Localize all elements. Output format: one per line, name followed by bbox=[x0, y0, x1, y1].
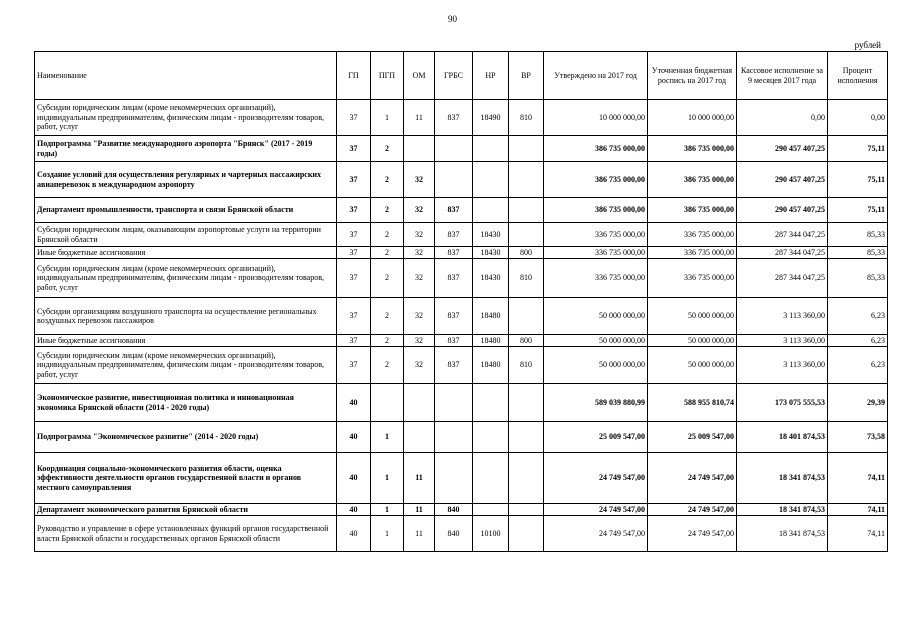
cell-om: 11 bbox=[404, 453, 435, 504]
table-row bbox=[35, 247, 888, 259]
cell-name: Экономическое развитие, инвестиционная политика и инновационная экономика Брянской области (2014 - 2020 годы) bbox=[35, 384, 337, 422]
table-row bbox=[35, 422, 888, 453]
cell-refined: 24 749 547,00 bbox=[648, 516, 737, 552]
cell-gp: 37 bbox=[337, 100, 371, 136]
cell-grbs: 837 bbox=[435, 347, 473, 384]
cell-percent: 29,39 bbox=[828, 384, 888, 422]
cell-nr: 10100 bbox=[473, 516, 509, 552]
cell-refined: 336 735 000,00 bbox=[648, 223, 737, 247]
cell-gp: 37 bbox=[337, 259, 371, 298]
cell-om: 11 bbox=[404, 100, 435, 136]
table-row bbox=[35, 335, 888, 347]
cell-pgp: 2 bbox=[371, 335, 404, 347]
cell-grbs bbox=[435, 453, 473, 504]
cell-grbs bbox=[435, 422, 473, 453]
cell-percent: 75,11 bbox=[828, 162, 888, 198]
cell-approved: 50 000 000,00 bbox=[544, 298, 648, 335]
cell-vr bbox=[509, 504, 544, 516]
cell-approved: 589 039 880,99 bbox=[544, 384, 648, 422]
table-row bbox=[35, 136, 888, 162]
header-refined: Уточненная бюджетная роспись на 2017 год bbox=[648, 52, 737, 100]
cell-approved: 24 749 547,00 bbox=[544, 504, 648, 516]
cell-gp: 40 bbox=[337, 422, 371, 453]
table-row bbox=[35, 198, 888, 223]
cell-name: Руководство и управление в сфере установленных функций органов государственной власти Брянской области и государственных органов Брянской области bbox=[35, 516, 337, 552]
table-row bbox=[35, 100, 888, 136]
cell-nr bbox=[473, 384, 509, 422]
cell-percent: 75,11 bbox=[828, 136, 888, 162]
cell-refined: 336 735 000,00 bbox=[648, 247, 737, 259]
cell-name: Иные бюджетные ассигнования bbox=[35, 247, 337, 259]
cell-approved: 336 735 000,00 bbox=[544, 223, 648, 247]
cell-nr bbox=[473, 504, 509, 516]
cell-name: Субсидии юридическим лицам (кроме некоммерческих организаций), индивидуальным предпринимателям, физическим лицам - производителям товаров, работ, услуг bbox=[35, 259, 337, 298]
cell-vr: 810 bbox=[509, 347, 544, 384]
cell-approved: 24 749 547,00 bbox=[544, 453, 648, 504]
cell-approved: 50 000 000,00 bbox=[544, 347, 648, 384]
cell-pgp bbox=[371, 384, 404, 422]
cell-vr bbox=[509, 298, 544, 335]
cell-cash: 290 457 407,25 bbox=[737, 136, 828, 162]
cell-om: 11 bbox=[404, 504, 435, 516]
cell-refined: 50 000 000,00 bbox=[648, 347, 737, 384]
cell-vr: 810 bbox=[509, 259, 544, 298]
cell-refined: 50 000 000,00 bbox=[648, 298, 737, 335]
cell-pgp: 1 bbox=[371, 422, 404, 453]
cell-refined: 386 735 000,00 bbox=[648, 162, 737, 198]
cell-gp: 37 bbox=[337, 298, 371, 335]
cell-approved: 24 749 547,00 bbox=[544, 516, 648, 552]
cell-vr bbox=[509, 136, 544, 162]
table-row bbox=[35, 259, 888, 298]
cell-percent: 6,23 bbox=[828, 335, 888, 347]
cell-grbs: 837 bbox=[435, 100, 473, 136]
cell-grbs: 837 bbox=[435, 223, 473, 247]
cell-gp: 37 bbox=[337, 136, 371, 162]
cell-refined: 386 735 000,00 bbox=[648, 136, 737, 162]
cell-cash: 290 457 407,25 bbox=[737, 198, 828, 223]
cell-pgp: 2 bbox=[371, 136, 404, 162]
cell-om: 32 bbox=[404, 223, 435, 247]
cell-approved: 336 735 000,00 bbox=[544, 259, 648, 298]
cell-grbs: 840 bbox=[435, 516, 473, 552]
table-row bbox=[35, 516, 888, 552]
cell-pgp: 1 bbox=[371, 516, 404, 552]
cell-pgp: 2 bbox=[371, 298, 404, 335]
cell-name: Подпрограмма "Развитие международного аэропорта "Брянск" (2017 - 2019 годы) bbox=[35, 136, 337, 162]
cell-vr bbox=[509, 384, 544, 422]
cell-cash: 18 341 874,53 bbox=[737, 453, 828, 504]
cell-refined: 10 000 000,00 bbox=[648, 100, 737, 136]
cell-name: Координация социально-экономического развития области, оценка эффективности деятельности органов государственной власти и органов местного самоуправления bbox=[35, 453, 337, 504]
cell-cash: 18 401 874,53 bbox=[737, 422, 828, 453]
cell-om bbox=[404, 422, 435, 453]
page-number: 90 bbox=[448, 14, 457, 24]
cell-name: Субсидии юридическим лицам, оказывающим аэропортовые услуги на территории Брянской области bbox=[35, 223, 337, 247]
cell-gp: 37 bbox=[337, 223, 371, 247]
cell-percent: 74,11 bbox=[828, 453, 888, 504]
cell-name: Подпрограмма "Экономическое развитие" (2014 - 2020 годы) bbox=[35, 422, 337, 453]
cell-gp: 40 bbox=[337, 384, 371, 422]
cell-pgp: 1 bbox=[371, 504, 404, 516]
cell-om: 11 bbox=[404, 516, 435, 552]
cell-nr: 18430 bbox=[473, 223, 509, 247]
cell-gp: 37 bbox=[337, 247, 371, 259]
cell-name: Иные бюджетные ассигнования bbox=[35, 335, 337, 347]
cell-approved: 10 000 000,00 bbox=[544, 100, 648, 136]
cell-pgp: 2 bbox=[371, 162, 404, 198]
cell-om: 32 bbox=[404, 298, 435, 335]
header-row bbox=[35, 52, 888, 100]
cell-refined: 588 955 810,74 bbox=[648, 384, 737, 422]
header-approved: Утверждено на 2017 год bbox=[544, 52, 648, 100]
cell-percent: 75,11 bbox=[828, 198, 888, 223]
cell-cash: 287 344 047,25 bbox=[737, 247, 828, 259]
table-row bbox=[35, 453, 888, 504]
cell-pgp: 2 bbox=[371, 347, 404, 384]
cell-nr bbox=[473, 453, 509, 504]
table-row bbox=[35, 298, 888, 335]
cell-nr bbox=[473, 136, 509, 162]
table-row bbox=[35, 347, 888, 384]
cell-grbs: 837 bbox=[435, 335, 473, 347]
cell-percent: 0,00 bbox=[828, 100, 888, 136]
cell-gp: 37 bbox=[337, 198, 371, 223]
cell-cash: 287 344 047,25 bbox=[737, 223, 828, 247]
cell-approved: 336 735 000,00 bbox=[544, 247, 648, 259]
cell-pgp: 2 bbox=[371, 198, 404, 223]
cell-nr bbox=[473, 162, 509, 198]
cell-vr bbox=[509, 422, 544, 453]
cell-refined: 24 749 547,00 bbox=[648, 504, 737, 516]
table-body bbox=[35, 100, 888, 552]
cell-percent: 6,23 bbox=[828, 298, 888, 335]
cell-approved: 386 735 000,00 bbox=[544, 136, 648, 162]
cell-approved: 386 735 000,00 bbox=[544, 198, 648, 223]
cell-name: Создание условий для осуществления регулярных и чартерных пассажирских авиаперевозок в международном аэропорту bbox=[35, 162, 337, 198]
cell-cash: 18 341 874,53 bbox=[737, 504, 828, 516]
cell-vr bbox=[509, 198, 544, 223]
budget-table bbox=[34, 51, 888, 552]
cell-cash: 290 457 407,25 bbox=[737, 162, 828, 198]
table-row bbox=[35, 223, 888, 247]
cell-om bbox=[404, 136, 435, 162]
cell-name: Департамент промышленности, транспорта и связи Брянской области bbox=[35, 198, 337, 223]
cell-refined: 25 009 547,00 bbox=[648, 422, 737, 453]
header-name: Наименование bbox=[35, 52, 337, 100]
table-row bbox=[35, 162, 888, 198]
header-gp: ГП bbox=[337, 52, 371, 100]
cell-pgp: 2 bbox=[371, 223, 404, 247]
table-row bbox=[35, 504, 888, 516]
cell-approved: 386 735 000,00 bbox=[544, 162, 648, 198]
table-row bbox=[35, 384, 888, 422]
cell-vr: 800 bbox=[509, 335, 544, 347]
cell-vr bbox=[509, 516, 544, 552]
cell-refined: 24 749 547,00 bbox=[648, 453, 737, 504]
cell-grbs: 837 bbox=[435, 298, 473, 335]
cell-pgp: 1 bbox=[371, 100, 404, 136]
cell-nr: 18430 bbox=[473, 259, 509, 298]
cell-approved: 25 009 547,00 bbox=[544, 422, 648, 453]
cell-cash: 3 113 360,00 bbox=[737, 298, 828, 335]
cell-gp: 40 bbox=[337, 516, 371, 552]
cell-vr bbox=[509, 223, 544, 247]
cell-percent: 74,11 bbox=[828, 516, 888, 552]
cell-percent: 74,11 bbox=[828, 504, 888, 516]
header-percent: Процент исполнения bbox=[828, 52, 888, 100]
cell-gp: 40 bbox=[337, 504, 371, 516]
cell-om: 32 bbox=[404, 162, 435, 198]
cell-cash: 173 075 555,53 bbox=[737, 384, 828, 422]
cell-nr: 18480 bbox=[473, 335, 509, 347]
cell-vr bbox=[509, 453, 544, 504]
cell-grbs: 840 bbox=[435, 504, 473, 516]
cell-grbs bbox=[435, 162, 473, 198]
cell-grbs: 837 bbox=[435, 247, 473, 259]
cell-grbs bbox=[435, 136, 473, 162]
cell-percent: 85,33 bbox=[828, 259, 888, 298]
cell-approved: 50 000 000,00 bbox=[544, 335, 648, 347]
cell-vr: 800 bbox=[509, 247, 544, 259]
header-cash: Кассовое исполнение за 9 месяцев 2017 года bbox=[737, 52, 828, 100]
cell-nr bbox=[473, 198, 509, 223]
header-pgp: ПГП bbox=[371, 52, 404, 100]
cell-om: 32 bbox=[404, 247, 435, 259]
cell-name: Департамент экономического развития Брянской области bbox=[35, 504, 337, 516]
cell-nr: 18490 bbox=[473, 100, 509, 136]
header-om: ОМ bbox=[404, 52, 435, 100]
header-nr: НР bbox=[473, 52, 509, 100]
cell-grbs: 837 bbox=[435, 259, 473, 298]
cell-om: 32 bbox=[404, 198, 435, 223]
cell-vr bbox=[509, 162, 544, 198]
cell-refined: 386 735 000,00 bbox=[648, 198, 737, 223]
cell-name: Субсидии юридическим лицам (кроме некоммерческих организаций), индивидуальным предпринимателям, физическим лицам - производителям товаров, работ, услуг bbox=[35, 100, 337, 136]
cell-gp: 37 bbox=[337, 335, 371, 347]
cell-percent: 85,33 bbox=[828, 223, 888, 247]
cell-cash: 0,00 bbox=[737, 100, 828, 136]
cell-name: Субсидии организациям воздушного транспорта на осуществление региональных воздушных перевозок пассажиров bbox=[35, 298, 337, 335]
cell-nr bbox=[473, 422, 509, 453]
cell-percent: 6,23 bbox=[828, 347, 888, 384]
cell-nr: 18480 bbox=[473, 347, 509, 384]
cell-om: 32 bbox=[404, 335, 435, 347]
cell-nr: 18430 bbox=[473, 247, 509, 259]
cell-gp: 37 bbox=[337, 162, 371, 198]
header-grbs: ГРБС bbox=[435, 52, 473, 100]
cell-nr: 18480 bbox=[473, 298, 509, 335]
cell-pgp: 2 bbox=[371, 247, 404, 259]
cell-percent: 73,58 bbox=[828, 422, 888, 453]
cell-name: Субсидии юридическим лицам (кроме некоммерческих организаций), индивидуальным предпринимателям, физическим лицам - производителям товаров, работ, услуг bbox=[35, 347, 337, 384]
cell-cash: 3 113 360,00 bbox=[737, 335, 828, 347]
cell-cash: 18 341 874,53 bbox=[737, 516, 828, 552]
cell-refined: 50 000 000,00 bbox=[648, 335, 737, 347]
cell-grbs: 837 bbox=[435, 198, 473, 223]
cell-gp: 40 bbox=[337, 453, 371, 504]
cell-om: 32 bbox=[404, 347, 435, 384]
cell-cash: 3 113 360,00 bbox=[737, 347, 828, 384]
header-vr: ВР bbox=[509, 52, 544, 100]
cell-pgp: 1 bbox=[371, 453, 404, 504]
cell-vr: 810 bbox=[509, 100, 544, 136]
cell-refined: 336 735 000,00 bbox=[648, 259, 737, 298]
cell-percent: 85,33 bbox=[828, 247, 888, 259]
units-label: рублей bbox=[854, 40, 881, 50]
cell-cash: 287 344 047,25 bbox=[737, 259, 828, 298]
cell-om bbox=[404, 384, 435, 422]
cell-grbs bbox=[435, 384, 473, 422]
cell-om: 32 bbox=[404, 259, 435, 298]
cell-pgp: 2 bbox=[371, 259, 404, 298]
cell-gp: 37 bbox=[337, 347, 371, 384]
